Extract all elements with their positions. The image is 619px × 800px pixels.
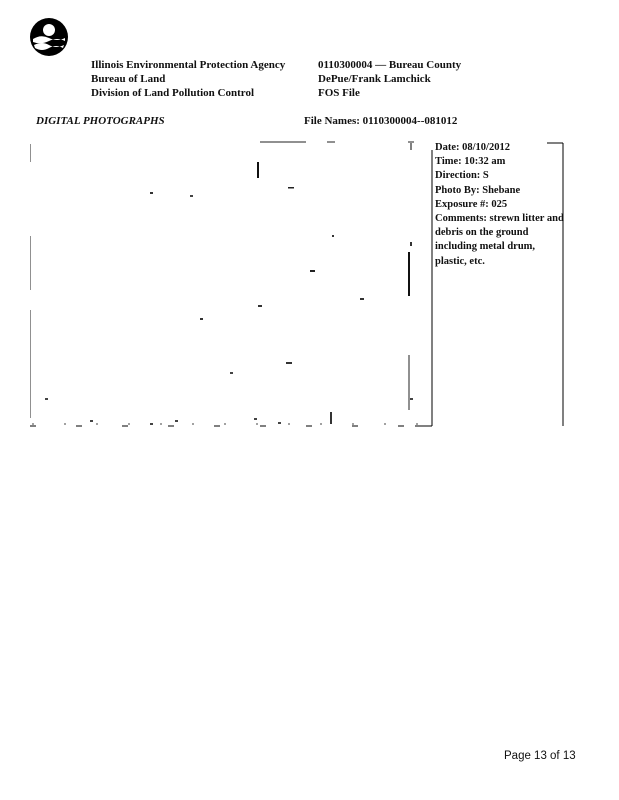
photo-direction: Direction: S: [435, 170, 489, 182]
photo-time: Time: 10:32 am: [435, 156, 506, 168]
file-type: FOS File: [318, 87, 360, 99]
photo-comments: Comments: strewn litter and debris on the ground including metal drum, plastic, etc.: [435, 213, 564, 267]
photo-date: Date: 08/10/2012: [435, 142, 510, 153]
agency-name: Illinois Environmental Protection Agency: [91, 59, 286, 71]
photo-by: Photo By: Shebane: [435, 184, 521, 196]
photo-exposure: Exposure #: 025: [435, 198, 508, 210]
page-number: Page 13 of 13: [504, 750, 576, 762]
photo-caption: [435, 141, 565, 269]
section-title: DIGITAL PHOTOGRAPHS: [36, 115, 165, 127]
bureau-name: Bureau of Land: [91, 73, 166, 85]
file-names: File Names: 0110300004--081012: [304, 115, 458, 127]
division-name: Division of Land Pollution Control: [91, 87, 254, 99]
site-id-county: 0110300004 — Bureau County: [318, 59, 462, 71]
site-name: DePue/Frank Lamchick: [318, 73, 431, 85]
